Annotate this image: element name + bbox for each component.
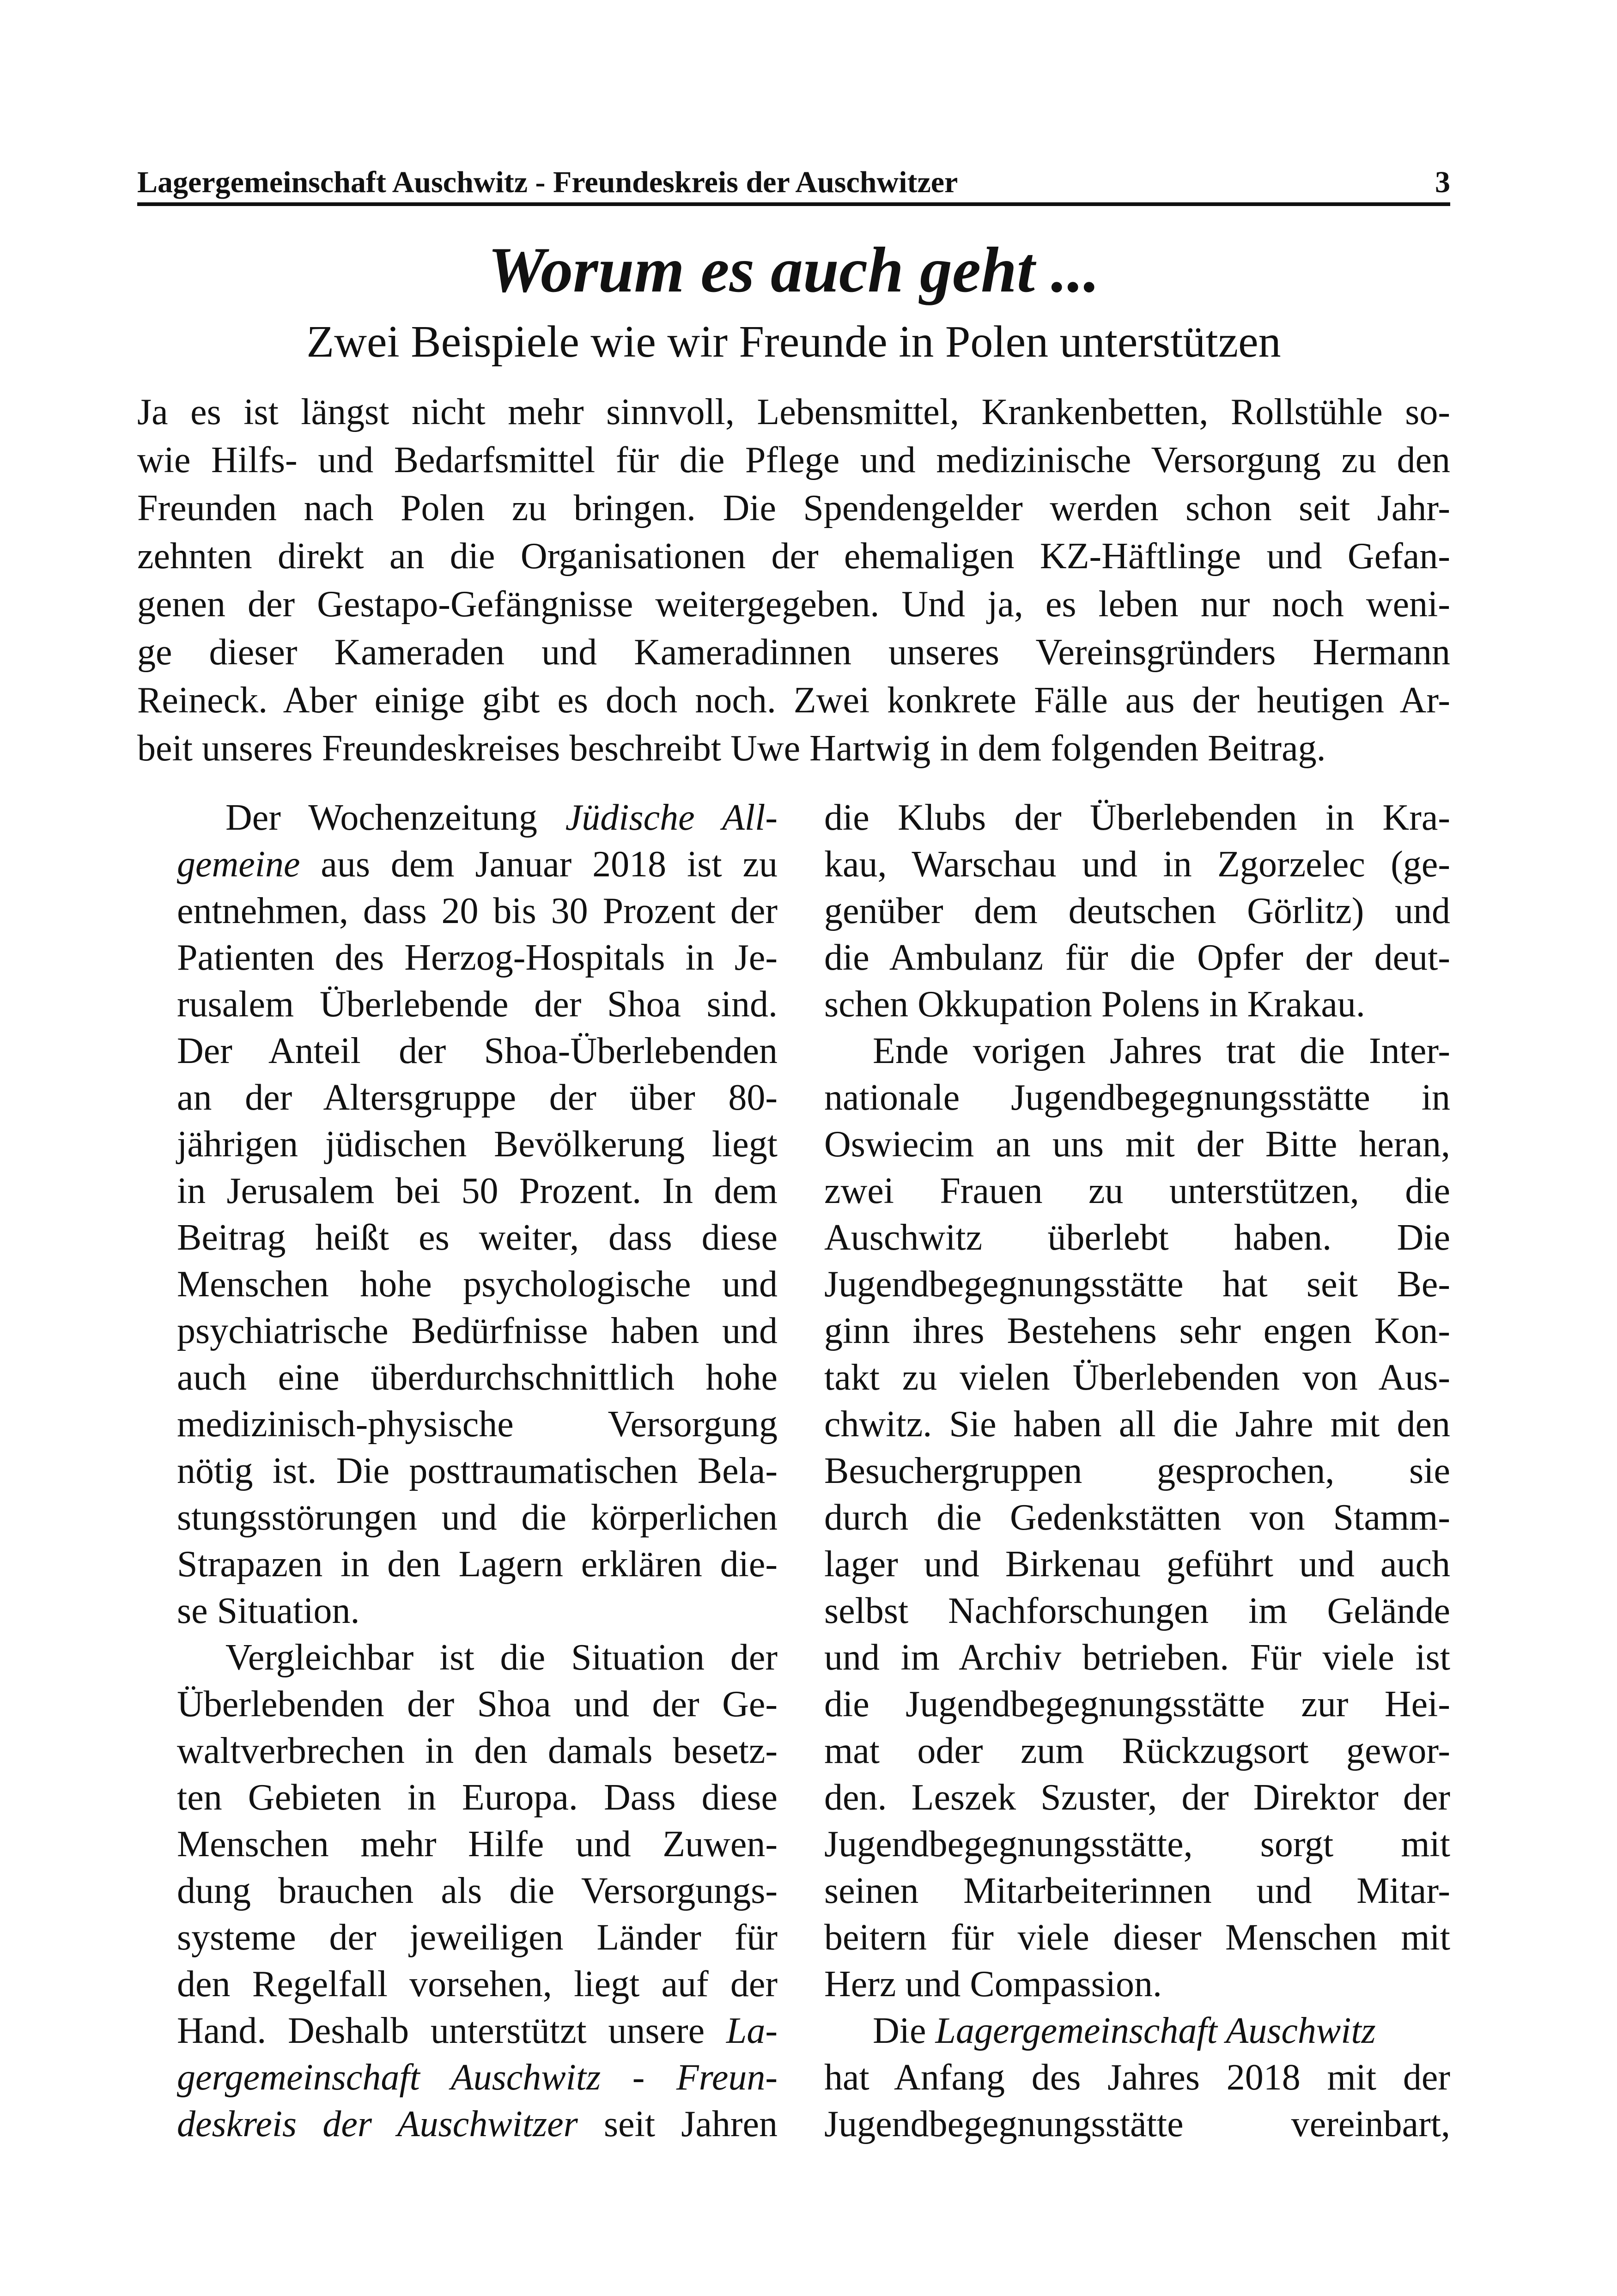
line-text: seit Jahren [578, 2104, 778, 2144]
column-line: Auschwitz überlebt haben. Die [824, 1217, 1450, 1258]
intro-line: Ja es ist längst nicht mehr sinnvoll, Lebensmittel, Krankenbetten, Rollstühle so- [137, 392, 1450, 432]
column-line: medizinisch-physische Versorgung [177, 1404, 778, 1445]
column-line: durch die Gedenkstätten von Stamm- [824, 1497, 1450, 1538]
column-line: Ende vorigen Jahres trat die Inter- [873, 1031, 1450, 1071]
column-line: Jugendbegegnungsstätte vereinbart, [824, 2104, 1450, 2144]
intro-line: zehnten direkt an die Organisationen der ehemaligen KZ-Häftlinge und Gefan- [137, 536, 1450, 577]
column-line: Patienten des Herzog-Hospitals in Je- [177, 937, 778, 978]
column-line: den Regelfall vorsehen, liegt auf der [177, 1964, 778, 2004]
column-line: rusalem Überlebende der Shoa sind. [177, 984, 778, 1025]
column-line: selbst Nachforschungen im Gelände [824, 1591, 1450, 1631]
column-line: hat Anfang des Jahres 2018 mit der [824, 2057, 1450, 2098]
column-line: lager und Birkenau geführt und auch [824, 1544, 1450, 1585]
page-number: 3 [1435, 165, 1450, 199]
column-line: die Jugendbegegnungsstätte zur Hei- [824, 1684, 1450, 1725]
column-line [824, 2008, 1450, 2054]
column-line: nationale Jugendbegegnungsstätte in [824, 1077, 1450, 1118]
newspaper-title-emphasis: gemeine [177, 844, 300, 885]
column-line: stungsstörungen und die körperlichen [177, 1497, 778, 1538]
line-text: aus dem Januar 2018 ist zu [300, 844, 778, 885]
column-line: se Situation. [177, 1591, 360, 1631]
organization-name-emphasis: Lagergemeinschaft Auschwitz [935, 2011, 1376, 2051]
column-line: Beitrag heißt es weiter, dass diese [177, 1217, 778, 1258]
column-line: jährigen jüdischen Bevölkerung liegt [177, 1124, 778, 1165]
column-line: entnehmen, dass 20 bis 30 Prozent der [177, 891, 778, 931]
column-line: die Ambulanz für die Opfer der deut- [824, 937, 1450, 978]
line-text: Hand. Deshalb unterstützt unsere [177, 2011, 726, 2051]
column-line: kau, Warschau und in Zgorzelec (ge- [824, 844, 1450, 885]
column-line: mat oder zum Rückzugsort gewor- [824, 1731, 1450, 1771]
column-line: in Jerusalem bei 50 Prozent. In dem [177, 1171, 778, 1211]
column-line: beitern für viele dieser Menschen mit [824, 1917, 1450, 1958]
column-line: psychiatrische Bedürfnisse haben und [177, 1311, 778, 1351]
line-text: Die [873, 2011, 936, 2051]
column-line: Jugendbegegnungsstätte hat seit Be- [824, 1264, 1450, 1305]
intro-line: ge dieser Kameraden und Kameradinnen unseres Vereinsgründers Hermann [137, 632, 1450, 673]
column-line: Vergleichbar ist die Situation der [225, 1637, 778, 1678]
column-line: zwei Frauen zu unterstützen, die [824, 1171, 1450, 1211]
column-line: systeme der jeweiligen Länder für [177, 1917, 778, 1958]
column-line: takt zu vielen Überlebenden von Aus- [824, 1357, 1450, 1398]
intro-line: Freunden nach Polen zu bringen. Die Spendengelder werden schon seit Jahr- [137, 488, 1450, 528]
column-line [177, 795, 778, 841]
column-line: Besuchergruppen gesprochen, sie [824, 1451, 1450, 1491]
column-line: auch eine überdurchschnittlich hohe [177, 1357, 778, 1398]
column-line: dung brauchen als die Versorgungs- [177, 1871, 778, 1911]
column-line: Der Anteil der Shoa-Überlebenden [177, 1031, 778, 1071]
column-line: ten Gebieten in Europa. Dass diese [177, 1777, 778, 1818]
intro-line: beit unseres Freundeskreises beschreibt Uwe Hartwig in dem folgenden Beitrag. [137, 728, 1326, 769]
column-line: Menschen mehr Hilfe und Zuwen- [177, 1824, 778, 1865]
column-line [177, 2054, 778, 2101]
column-line: schen Okkupation Polens in Krakau. [824, 984, 1365, 1025]
column-line: den. Leszek Szuster, der Direktor der [824, 1777, 1450, 1818]
column-line: nötig ist. Die posttraumatischen Bela- [177, 1451, 778, 1491]
intro-line: Reineck. Aber einige gibt es doch noch. Zwei konkrete Fälle aus der heutigen Ar- [137, 680, 1450, 721]
column-line: chwitz. Sie haben all die Jahre mit den [824, 1404, 1450, 1445]
column-line: Überlebenden der Shoa und der Ge- [177, 1684, 778, 1725]
column-line: und im Archiv betrieben. Für viele ist [824, 1637, 1450, 1678]
column-line: waltverbrechen in den damals besetz- [177, 1731, 778, 1771]
column-line: an der Altersgruppe der über 80- [177, 1077, 778, 1118]
left-column [177, 795, 778, 2148]
column-line: Oswiecim an uns mit der Bitte heran, [824, 1124, 1450, 1165]
running-head [137, 163, 1450, 206]
article-title: Worum es auch geht ... [488, 234, 1100, 306]
column-line: Menschen hohe psychologische und [177, 1264, 778, 1305]
organization-name-emphasis: La- [726, 2011, 778, 2051]
running-head-title: Lagergemeinschaft Auschwitz - Freundeskreis der Auschwitzer [137, 165, 958, 199]
column-line: die Klubs der Überlebenden in Kra- [824, 797, 1450, 838]
column-line [177, 2008, 778, 2054]
newspaper-title-emphasis: Jüdische All- [565, 797, 778, 838]
column-line: Strapazen in den Lagern erklären die- [177, 1544, 778, 1585]
intro-line: genen der Gestapo-Gefängnisse weitergegeben. Und ja, es leben nur noch weni- [137, 584, 1450, 625]
organization-name-emphasis: deskreis der Auschwitzer [177, 2104, 578, 2144]
column-line: Herz und Compassion. [824, 1964, 1162, 2004]
intro-paragraph [137, 388, 1450, 772]
column-line: Jugendbegegnungsstätte, sorgt mit [824, 1824, 1450, 1865]
column-line: ginn ihres Bestehens sehr engen Kon- [824, 1311, 1450, 1351]
line-text: Der Wochenzeitung [225, 797, 565, 838]
column-line: genüber dem deutschen Görlitz) und [824, 891, 1450, 931]
article-subtitle: Zwei Beispiele wie wir Freunde in Polen unterstützen [306, 317, 1281, 367]
organization-name-emphasis: gergemeinschaft Auschwitz - Freun- [177, 2057, 778, 2098]
column-line [177, 2101, 778, 2148]
column-line: seinen Mitarbeiterinnen und Mitar- [824, 1871, 1450, 1911]
right-column [824, 795, 1450, 2148]
intro-line: wie Hilfs- und Bedarfsmittel für die Pflege und medizinische Versorgung zu den [137, 440, 1450, 480]
column-line [177, 841, 778, 888]
